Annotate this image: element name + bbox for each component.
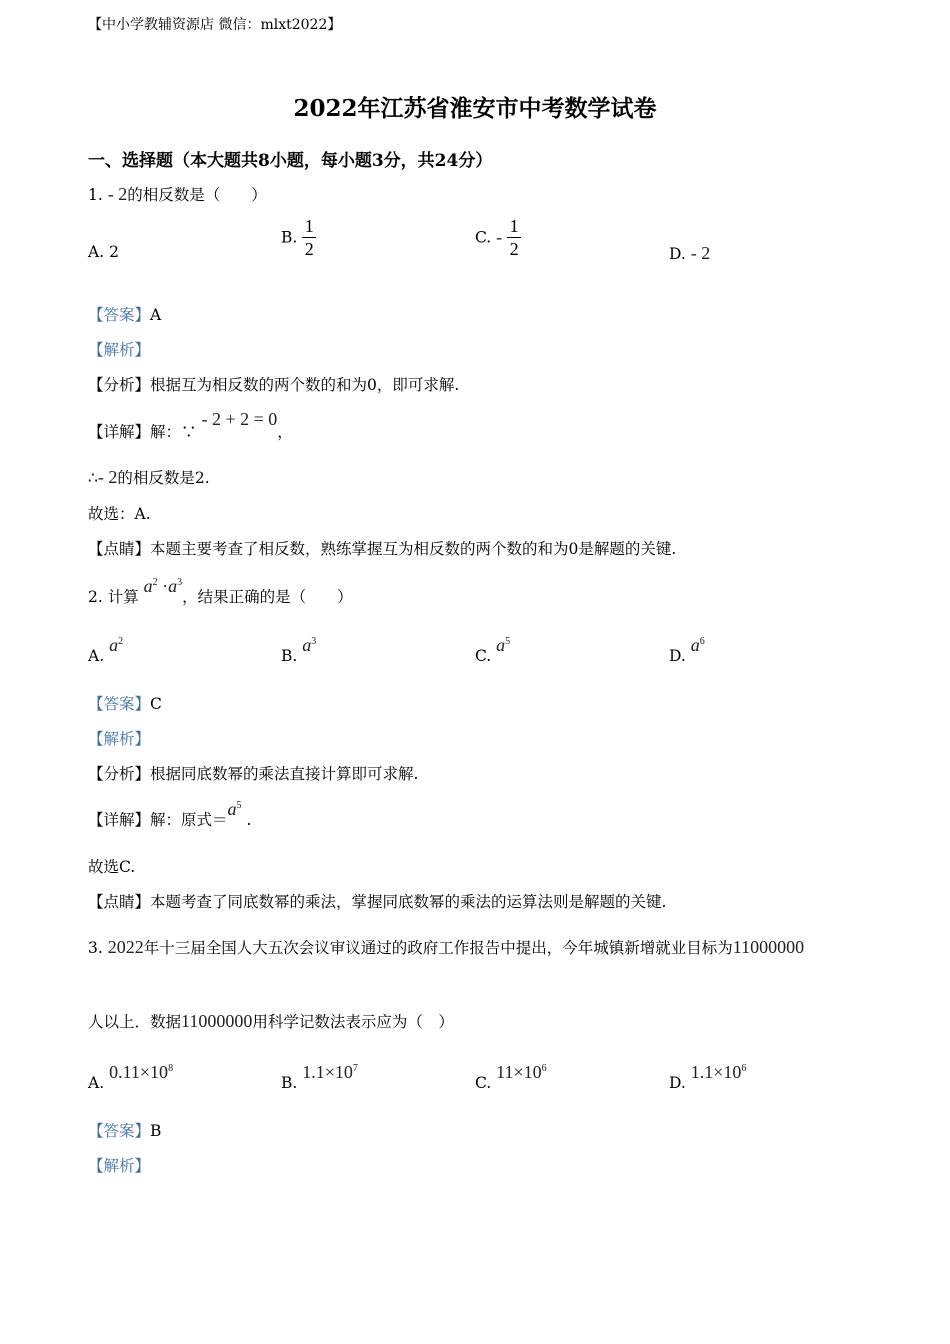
coefficient: 11 [496, 1062, 514, 1082]
math-number: 11000000 [732, 937, 805, 957]
option-value [691, 1062, 747, 1082]
option-label: A. [88, 1074, 105, 1092]
denominator: 2 [304, 239, 314, 259]
question-text: ，结果正确的是（ ） [182, 588, 353, 606]
option-label: D. [669, 245, 686, 263]
option-label: B. [281, 1074, 298, 1092]
question-number: 1. [88, 186, 103, 204]
header-note: 【中小学教辅资源店 微信：mlxt2022】 [88, 17, 342, 33]
minus-sign: - [496, 227, 503, 247]
option-value [496, 1062, 547, 1082]
q1-dianjing [88, 537, 676, 559]
q2-option-c [475, 635, 511, 666]
exponent: 6 [699, 636, 705, 647]
answer-value: A [150, 306, 162, 324]
q3-option-c [475, 1062, 547, 1093]
dianjing-text: 本题主要考查了相反数，熟练掌握互为相反数的两个数的和为0是解题的关键. [150, 540, 677, 558]
answer-tag: 【答案】 [88, 695, 151, 713]
q1-option-a [88, 243, 119, 261]
math-var: a [227, 799, 237, 819]
fenxi-tag: 【分析】 [88, 376, 151, 394]
option-value [302, 1062, 358, 1082]
fenxi-text: 根据同底数幂的乘法直接计算即可求解. [150, 765, 419, 783]
math-expr [144, 576, 183, 596]
dot: · [162, 576, 169, 596]
answer-tag: 【答案】 [88, 1122, 151, 1140]
option-value [109, 635, 123, 655]
math-var: a [168, 576, 178, 596]
times-ten: ×10 [513, 1062, 542, 1082]
question-3 [88, 936, 804, 958]
q1-option-b [281, 215, 316, 260]
q3-option-a [88, 1062, 174, 1093]
math-var: a [690, 635, 700, 655]
q2-option-d [669, 635, 705, 666]
exponent: 3 [177, 577, 183, 588]
q3-analysis-tag: 【解析】 [88, 1157, 151, 1175]
exponent: 3 [311, 636, 317, 647]
q2-choose: 故选C. [88, 858, 136, 876]
exponent: 2 [118, 636, 124, 647]
question-text: 年十三届全国人大五次会议审议通过的政府工作报告中提出，今年城镇新增就业目标为 [143, 939, 733, 957]
fraction [302, 215, 316, 260]
xiangjie-text: 解：∵ [150, 423, 197, 441]
math-var: a [109, 635, 119, 655]
option-label: A. [88, 647, 105, 665]
q2-answer [88, 692, 162, 714]
q3-option-b [281, 1062, 358, 1093]
option-value [302, 635, 316, 655]
fenxi-text: 根据互为相反数的两个数的和为0，即可求解. [150, 376, 460, 394]
q2-option-b [281, 635, 317, 666]
q2-xiangjie [88, 799, 252, 830]
times-ten: ×10 [713, 1062, 742, 1082]
exponent: 5 [505, 636, 511, 647]
option-value [496, 635, 510, 655]
option-value [109, 1062, 173, 1082]
option-label: B. [281, 228, 298, 247]
q1-option-d [669, 243, 710, 264]
option-value: 2 [109, 243, 119, 261]
punctuation: ， [277, 423, 293, 441]
exponent: 6 [541, 1063, 547, 1074]
question-text: 的相反数是（ ） [127, 186, 267, 204]
option-label: B. [281, 647, 298, 665]
math-var: a [302, 635, 312, 655]
exponent: 2 [152, 577, 158, 588]
page-title: 2022年江苏省淮安市中考数学试卷 [293, 95, 657, 122]
math-expr: - 2 [107, 184, 128, 204]
fenxi-tag: 【分析】 [88, 765, 151, 783]
math-expr: - 2 + 2 = 0 [201, 409, 278, 429]
option-value: - 2 [690, 243, 711, 263]
option-label: D. [669, 647, 686, 665]
q2-option-a [88, 635, 124, 666]
exponent: 6 [741, 1063, 747, 1074]
exponent: 7 [352, 1063, 358, 1074]
exponent: 5 [236, 800, 242, 811]
q2-fenxi [88, 762, 418, 784]
math-number: 11000000 [181, 1011, 253, 1031]
option-label: A. [88, 243, 105, 261]
denominator: 2 [509, 239, 519, 259]
option-label: C. [475, 647, 492, 665]
times-ten: ×10 [324, 1062, 353, 1082]
option-label: D. [669, 1074, 686, 1092]
q2-analysis-tag: 【解析】 [88, 730, 151, 748]
question-2 [88, 576, 353, 607]
q1-choose: 故选：A. [88, 505, 151, 523]
q1-option-c [475, 215, 521, 260]
question-3-line2 [88, 1010, 454, 1032]
xiangjie-tag: 【详解】 [88, 423, 151, 441]
option-label: C. [475, 228, 492, 247]
numerator: 1 [304, 216, 314, 236]
fraction [507, 215, 521, 260]
answer-value: C [150, 695, 162, 713]
math-var: a [143, 576, 153, 596]
punctuation: . [246, 811, 252, 829]
q1-analysis-tag: 【解析】 [88, 341, 151, 359]
math-number: 2022 [107, 937, 144, 957]
therefore-text: 的相反数是2. [117, 469, 210, 487]
coefficient: 1.1 [690, 1062, 714, 1082]
option-value [691, 635, 705, 655]
q3-answer [88, 1119, 161, 1141]
math-expr: - 2 [97, 467, 118, 487]
therefore-symbol: ∴ [88, 469, 98, 487]
math-expr [228, 799, 242, 819]
question-number: 2. 计算 [88, 588, 139, 606]
q1-xiangjie [88, 409, 293, 442]
xiangjie-text: 解：原式＝ [150, 811, 228, 829]
question-text: 人以上．数据 [88, 1013, 182, 1031]
option-label: C. [475, 1074, 492, 1092]
answer-value: B [150, 1122, 162, 1140]
coefficient: 0.11 [109, 1062, 140, 1082]
exponent: 8 [168, 1063, 174, 1074]
question-1 [88, 183, 267, 205]
dianjing-text: 本题考查了同底数幂的乘法，掌握同底数幂的乘法的运算法则是解题的关键. [150, 893, 667, 911]
q2-dianjing [88, 890, 666, 912]
times-ten: ×10 [139, 1062, 169, 1082]
question-number: 3. [88, 939, 103, 957]
q1-therefore [88, 466, 210, 488]
q1-fenxi [88, 373, 459, 395]
q3-option-d [669, 1062, 747, 1093]
section-heading: 一、选择题（本大题共8小题，每小题3分，共24分） [88, 151, 493, 171]
dianjing-tag: 【点睛】 [88, 540, 151, 558]
dianjing-tag: 【点睛】 [88, 893, 151, 911]
math-var: a [496, 635, 506, 655]
coefficient: 1.1 [302, 1062, 325, 1082]
question-text: 用科学记数法表示应为（ ） [252, 1013, 454, 1031]
numerator: 1 [509, 216, 519, 236]
answer-tag: 【答案】 [88, 306, 151, 324]
xiangjie-tag: 【详解】 [88, 811, 151, 829]
q1-answer [88, 303, 161, 325]
